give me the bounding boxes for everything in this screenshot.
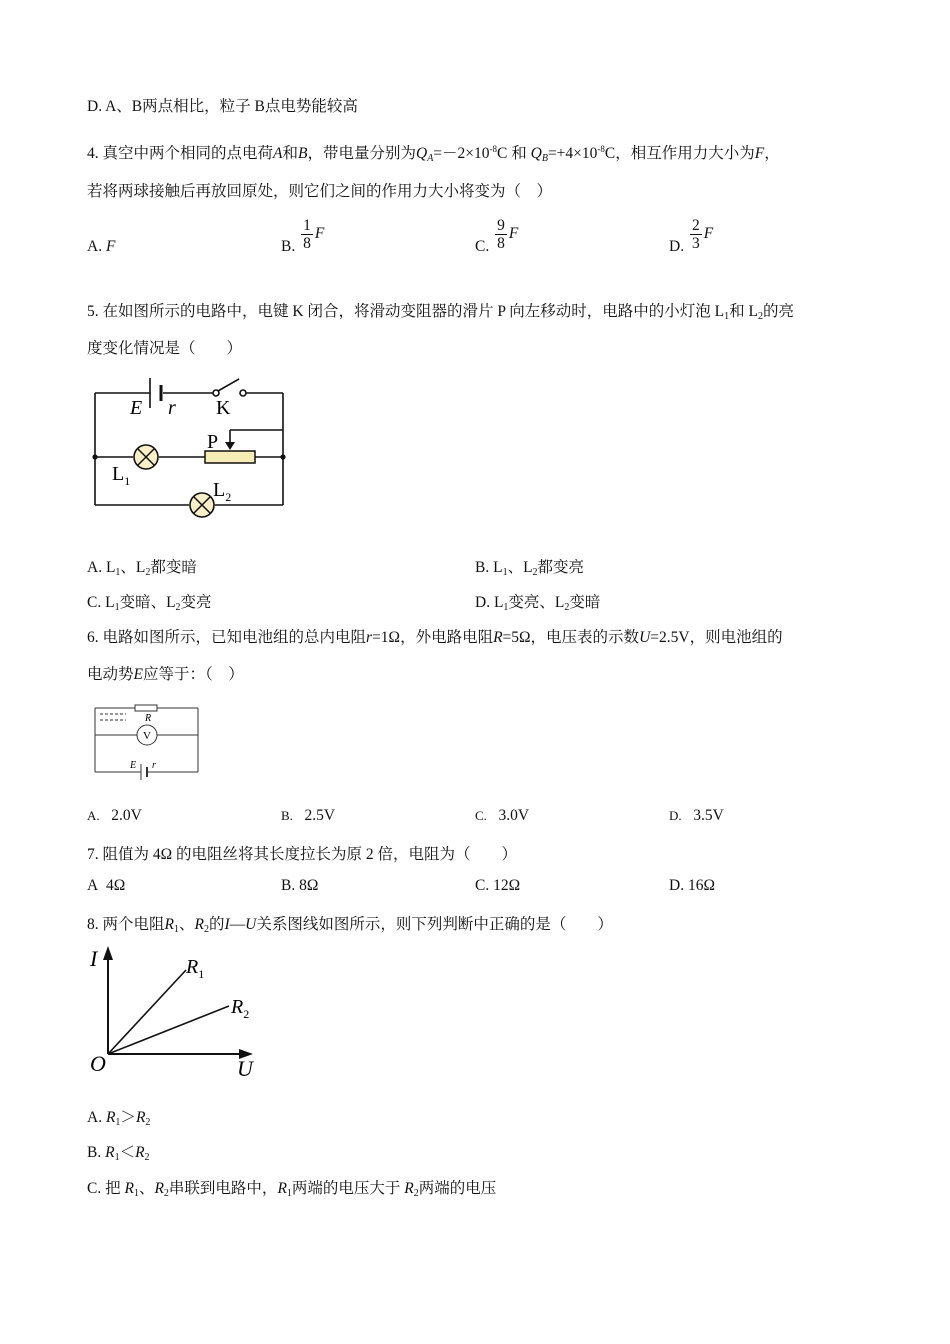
q6-option-d[interactable]: D. 3.5V <box>669 807 724 824</box>
q6-stem-line1: 6. 电路如图所示，已知电池组的总内电阻r=1Ω，外电路电阻R=5Ω，电压表的示数U=2.5V，则电池组的 <box>87 629 783 646</box>
q5-stem-line2: 度变化情况是（ ） <box>87 340 243 357</box>
q4-option-a[interactable]: A. F <box>87 238 116 255</box>
lamp-l1-icon <box>134 445 158 469</box>
label-internal-r: r <box>152 760 156 771</box>
label-i: I <box>90 946 98 971</box>
q6-circuit-diagram <box>90 700 205 780</box>
label-r1: $R_1$ <box>186 956 205 981</box>
label-origin: O <box>90 1051 106 1076</box>
q8-option-a[interactable]: A. $R_1>R_2$ <box>87 1109 151 1128</box>
q6-option-b[interactable]: B. 2.5V <box>281 807 336 824</box>
label-p: P <box>207 431 219 453</box>
q7-stem: 7. 阻值为 4Ω 的电阻丝将其长度拉长为原 2 倍，电阻为（ ） <box>87 846 518 863</box>
q5-circuit-diagram <box>85 368 300 528</box>
q5-stem-line1: 5. 在如图所示的电路中，电键 K 闭合，将滑动变阻器的滑片 P 向左移动时，电路中的小灯泡 $L_1$和 $L_2$的亮 <box>87 303 794 322</box>
label-l2: $L_2$ <box>213 479 232 504</box>
q5-option-c[interactable]: C. $L_1$变暗、$L_2$变亮 <box>87 594 212 613</box>
label-v: V <box>143 730 151 742</box>
label-l1: $L_1$ <box>112 463 131 488</box>
q8-iu-graph <box>85 940 275 1080</box>
slider-arrow-icon <box>225 442 235 450</box>
fraction: $\frac{9}{8}$ <box>497 216 505 252</box>
line-r2 <box>108 1006 229 1054</box>
label-k: K <box>216 397 231 419</box>
q4-stem-line2: 若将两球接触后再放回原处，则它们之间的作用力大小将变为（ ） <box>87 183 553 200</box>
label-e: E <box>130 397 143 419</box>
lamp-l2-icon <box>190 493 214 517</box>
q8-stem: 8. 两个电阻$R_1$、$R_2$的I—U关系图线如图所示，则下列判断中正确的是（ ） <box>87 916 613 935</box>
q6-option-c[interactable]: C. 3.0V <box>475 807 530 824</box>
q4-option-b[interactable]: B. $\frac{1}{8}$ F <box>281 216 325 255</box>
label-r: R <box>145 713 152 724</box>
q4-option-d[interactable]: D. $\frac{2}{3}$ F <box>669 216 714 255</box>
q4-stem-line1: 4. 真空中两个相同的点电荷A和B，带电量分别为$Q_A=-2\times 10^{-8}C$ 和 $Q_B=+4\times 10^{-8}C$，相互作用力大小为F， <box>87 144 780 164</box>
q7-option-d[interactable]: D. 16Ω <box>669 877 715 894</box>
q7-option-a[interactable]: A 4Ω <box>87 877 126 894</box>
fraction: $\frac{2}{3}$ <box>691 216 700 252</box>
line-r1 <box>108 970 186 1054</box>
junction-dot <box>280 454 285 459</box>
q8-option-c[interactable]: C. 把 $R_1$、$R_2$串联到电路中，$R_1$两端的电压大于 $R_2$两端的电压 <box>87 1180 497 1199</box>
q5-option-d[interactable]: D. $L_1$变亮、$L_2$变暗 <box>475 594 601 613</box>
q6-stem-line2: 电动势E应等于：（ ） <box>87 666 244 683</box>
q5-option-a[interactable]: A. $L_1$、$L_2$都变暗 <box>87 559 197 578</box>
q7-option-c[interactable]: C. 12Ω <box>475 877 521 894</box>
junction-dot <box>92 454 97 459</box>
q3-option-d: D. A、B两点相比，粒子 B点电势能较高 <box>87 98 358 115</box>
label-u: U <box>237 1056 253 1080</box>
i-axis-arrow-icon <box>103 946 113 960</box>
q8-option-b[interactable]: B. $R_1<R_2$ <box>87 1144 150 1163</box>
q5-option-b[interactable]: B. $L_1$、$L_2$都变亮 <box>475 559 585 578</box>
label-e: E <box>130 760 137 771</box>
resistor-r <box>135 705 157 711</box>
q7-option-b[interactable]: B. 8Ω <box>281 877 319 894</box>
label-r2: $R_2$ <box>231 996 250 1021</box>
switch-blade <box>218 379 239 391</box>
q6-option-a[interactable]: A. 2.0V <box>87 807 142 824</box>
q4-option-c[interactable]: C. $\frac{9}{8}$ F <box>475 216 519 255</box>
fraction: $\frac{1}{8}$ <box>303 216 311 252</box>
label-r: r <box>168 397 176 419</box>
